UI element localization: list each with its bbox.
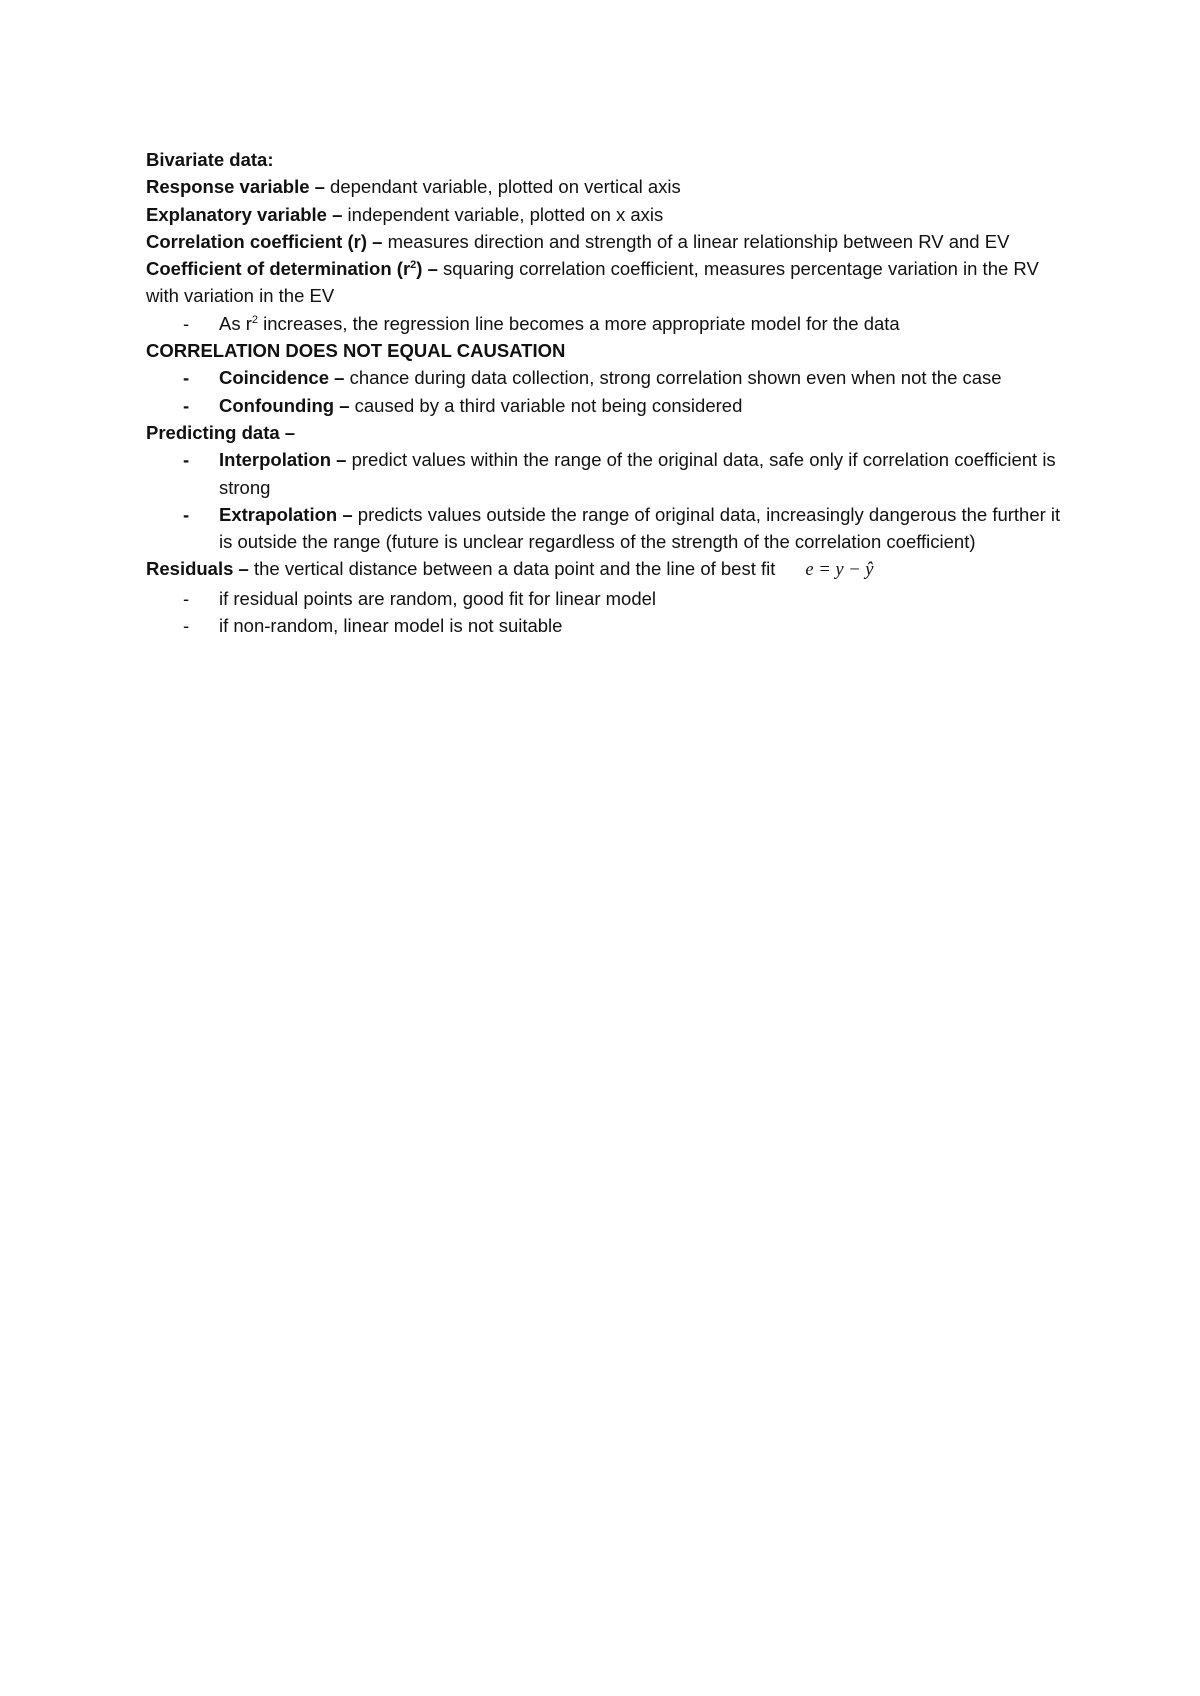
coefficient-of-determination-line: [146, 255, 1076, 310]
list-item: [146, 310, 1076, 337]
correlation-coefficient-line: [146, 228, 1076, 255]
residual-formula: e = y − ŷ: [805, 560, 874, 581]
interpolation-definition: predict values within the range of the original data, safe only if correlation coefficient is strong: [219, 449, 1056, 498]
bullet-dash: -: [183, 367, 190, 389]
residuals-list: [146, 585, 1076, 640]
list-item: [146, 364, 1076, 391]
determination-definition: squaring correlation coefficient, measures percentage variation in the RV with variation in the EV: [146, 258, 1039, 307]
determination-term-start: Coefficient of determination (r: [146, 258, 411, 280]
explanatory-variable-term: Explanatory variable –: [146, 203, 343, 225]
causation-heading-text: CORRELATION DOES NOT EQUAL CAUSATION: [146, 340, 566, 362]
list-item: [146, 446, 1076, 501]
explanatory-variable-line: [146, 201, 1076, 228]
bullet-dash: -: [183, 615, 190, 637]
determination-sub-start: As r: [219, 312, 252, 334]
list-item: [146, 501, 1076, 556]
residuals-definition: the vertical distance between a data point and the line of best fit: [248, 558, 776, 580]
residuals-term: Residuals –: [146, 558, 249, 580]
response-variable-line: [146, 173, 1076, 200]
predicting-list: [146, 446, 1076, 555]
response-variable-definition: dependant variable, plotted on vertical axis: [324, 176, 681, 198]
correlation-coefficient-term: Correlation coefficient (r) –: [146, 230, 383, 252]
bullet-dash: -: [183, 312, 190, 334]
determination-sub-end: increases, the regression line becomes a more appropriate model for the data: [258, 312, 900, 334]
response-variable-term: Response variable –: [146, 176, 325, 198]
bullet-dash: -: [183, 587, 190, 609]
bullet-dash: -: [183, 394, 190, 416]
bullet-dash: -: [183, 449, 190, 471]
determination-sublist: [146, 310, 1076, 337]
determination-term: [146, 258, 438, 279]
confounding-term: Confounding –: [219, 394, 350, 416]
determination-sub-superscript: 2: [251, 313, 259, 326]
bivariate-heading: [146, 146, 1076, 173]
explanatory-variable-definition: independent variable, plotted on x axis: [342, 203, 664, 225]
bullet-dash: -: [183, 503, 190, 525]
determination-term-end: ) –: [416, 258, 438, 280]
predicting-heading-text: Predicting data –: [146, 421, 296, 443]
residuals-nonrandom-text: if non-random, linear model is not suitable: [219, 615, 563, 637]
coincidence-term: Coincidence –: [219, 367, 345, 389]
residuals-line: [146, 555, 1076, 584]
list-item: [146, 585, 1076, 612]
determination-term-superscript: 2: [410, 259, 417, 272]
extrapolation-term: Extrapolation –: [219, 503, 353, 525]
extrapolation-definition: predicts values outside the range of original data, increasingly dangerous the further it is outside the range (future is unclear regardless of the strength of the correlation coefficient): [219, 503, 1061, 553]
list-item: [146, 612, 1076, 639]
confounding-definition: caused by a third variable not being considered: [349, 394, 743, 416]
list-item: [146, 392, 1076, 419]
predicting-heading: [146, 419, 1076, 446]
interpolation-term: Interpolation –: [219, 449, 347, 471]
coincidence-definition: chance during data collection, strong correlation shown even when not the case: [344, 367, 1002, 389]
causation-heading: [146, 337, 1076, 364]
residuals-random-text: if residual points are random, good fit for linear model: [219, 587, 657, 609]
correlation-coefficient-definition: measures direction and strength of a linear relationship between RV and EV: [382, 230, 1010, 252]
causation-list: [146, 364, 1076, 419]
bivariate-heading-text: Bivariate data:: [146, 149, 274, 170]
document-page: [146, 146, 1076, 639]
